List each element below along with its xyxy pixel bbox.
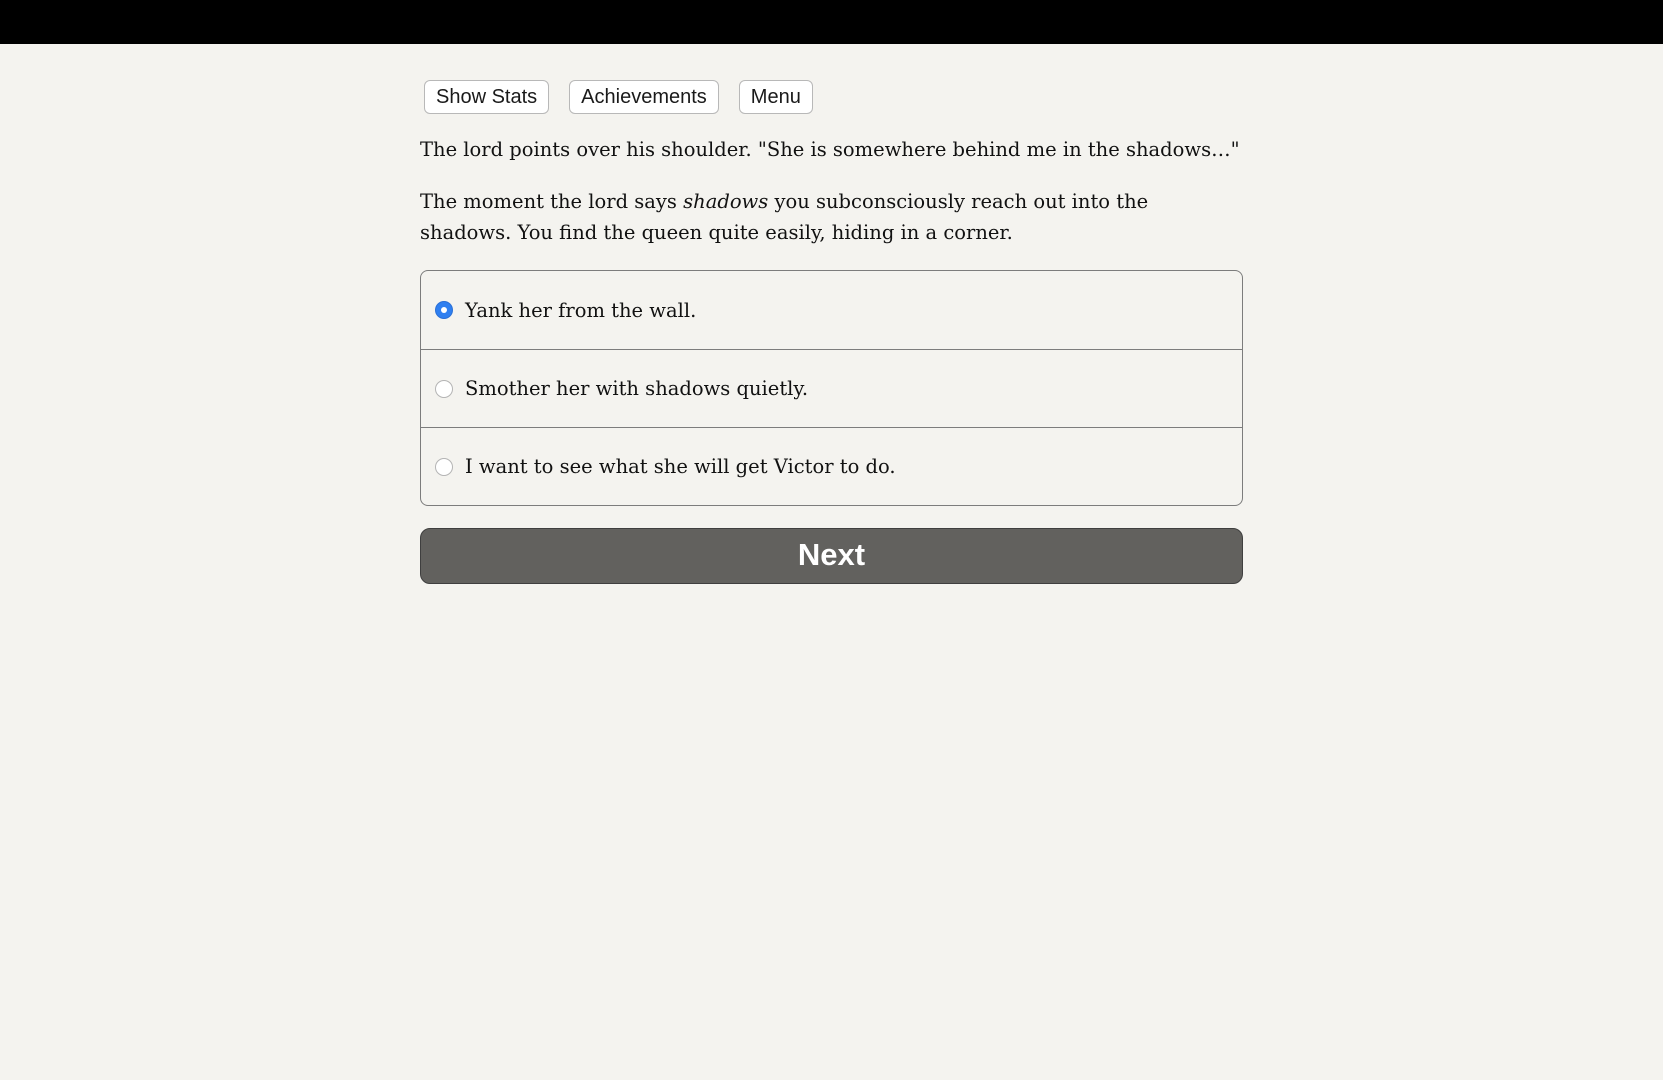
- toolbar: [420, 80, 1243, 114]
- show-stats-button[interactable]: Show Stats: [424, 80, 549, 114]
- choice-list: [420, 270, 1243, 506]
- story-text: you subconsciously reach out into the shadows. You find the queen quite easily, hiding in a corner.: [420, 190, 1149, 244]
- choice-label: Smother her with shadows quietly.: [465, 377, 809, 400]
- top-bar: [0, 0, 1663, 44]
- story-paragraph-2: [420, 186, 1243, 248]
- choice-option[interactable]: [421, 271, 1242, 349]
- choice-option[interactable]: [421, 349, 1242, 427]
- radio-button-selected[interactable]: [435, 301, 453, 319]
- story-paragraph-1: The lord points over his shoulder. "She is somewhere behind me in the shadows…": [420, 138, 1240, 161]
- story-text: The moment the lord says: [420, 190, 684, 213]
- achievements-button[interactable]: Achievements: [569, 80, 719, 114]
- choice-label: Yank her from the wall.: [465, 298, 697, 322]
- next-button[interactable]: Next: [420, 528, 1243, 584]
- choice-label: I want to see what she will get Victor to do.: [465, 455, 896, 478]
- game-content: [420, 44, 1243, 584]
- choice-option[interactable]: [421, 427, 1242, 505]
- menu-button[interactable]: Menu: [739, 80, 813, 114]
- story-emphasis: shadows: [683, 190, 769, 213]
- radio-button[interactable]: [435, 458, 453, 476]
- radio-button[interactable]: [435, 380, 453, 398]
